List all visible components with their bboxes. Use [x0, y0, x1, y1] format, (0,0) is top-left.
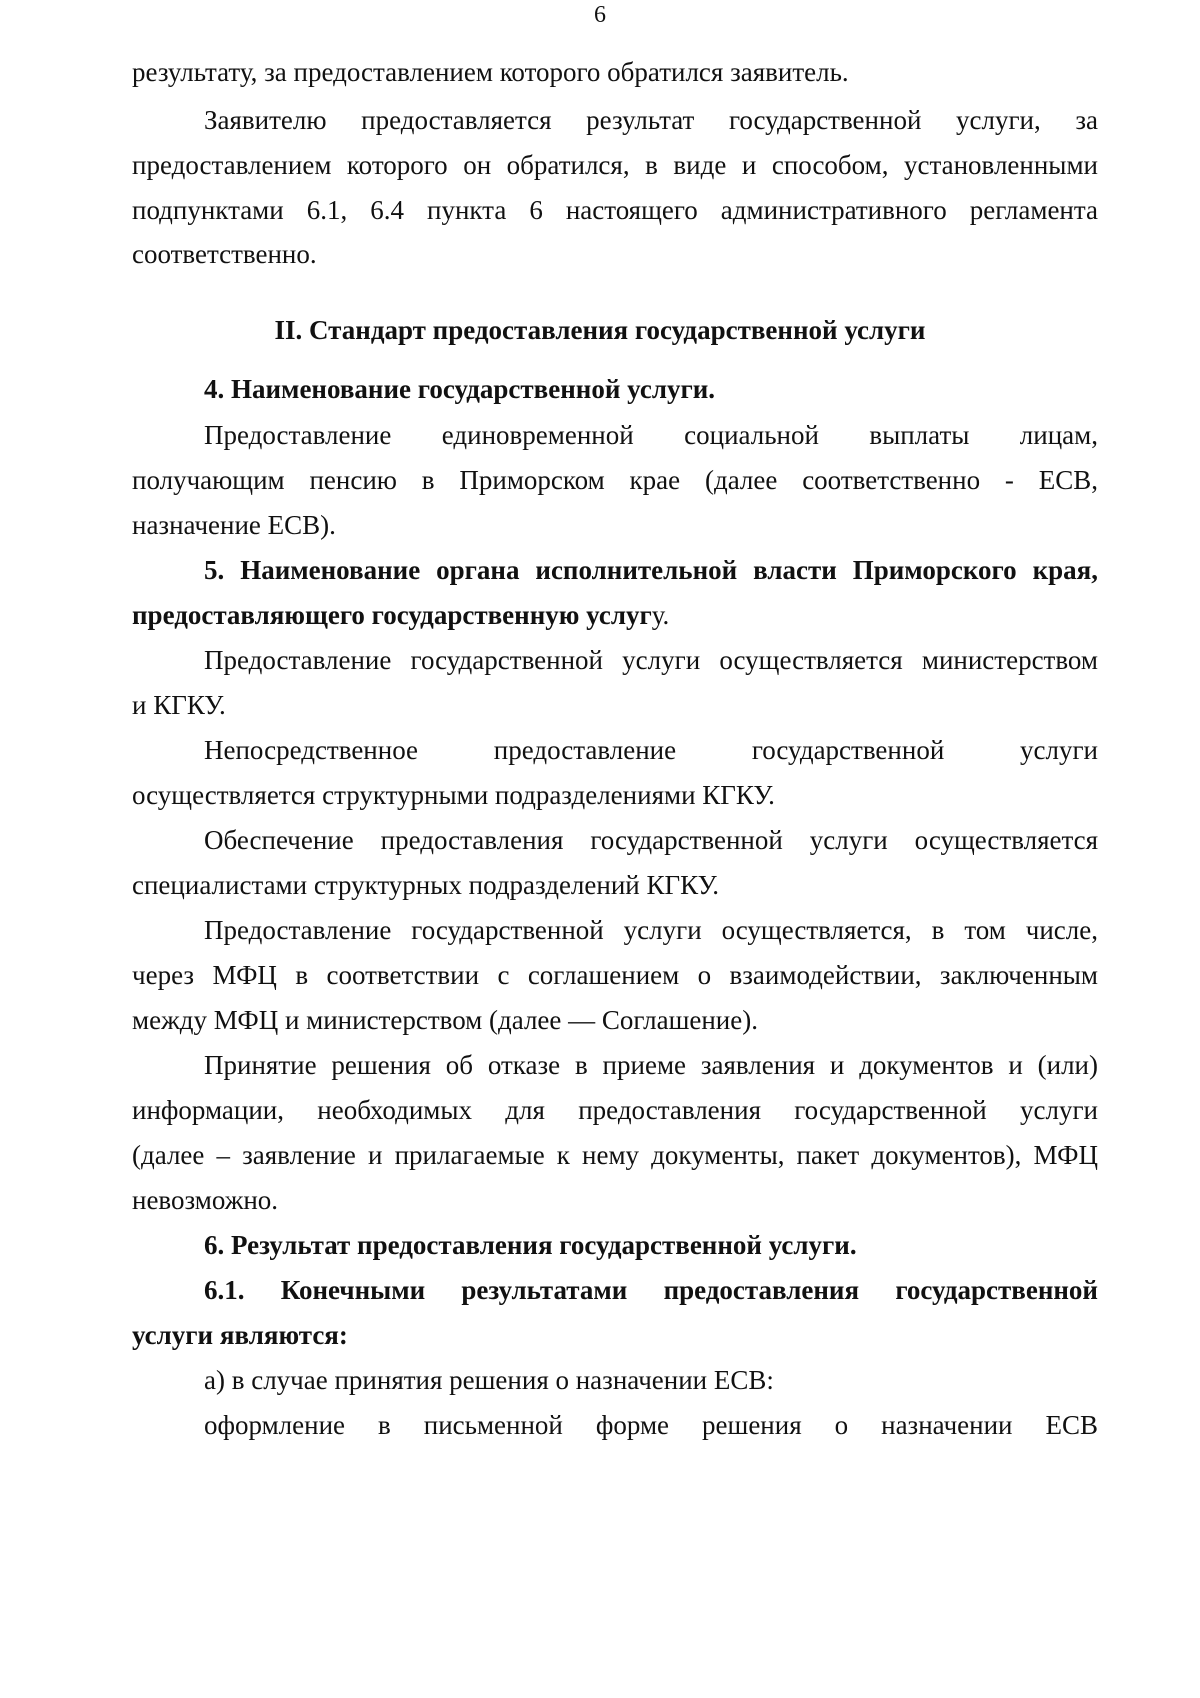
- paragraph-line: Предоставление государственной услуги осуществляется министерством: [204, 645, 1098, 675]
- paragraph-line: (далее – заявление и прилагаемые к нему документы, пакет документов), МФЦ: [132, 1140, 1098, 1170]
- paragraph-line: Предоставление единовременной социальной выплаты лицам,: [204, 420, 1098, 450]
- heading-bold-part: предоставляющего государственную услуг: [132, 600, 652, 630]
- paragraph-line: получающим пенсию в Приморском крае (далее соответственно - ЕСВ,: [132, 465, 1098, 495]
- paragraph-line: Принятие решения об отказе в приеме заявления и документов и (или): [204, 1050, 1098, 1080]
- paragraph-line: Непосредственное предоставление государственной услуги: [204, 735, 1098, 765]
- paragraph-line: Обеспечение предоставления государственной услуги осуществляется: [204, 825, 1098, 855]
- paragraph-line: а) в случае принятия решения о назначении ЕСВ:: [204, 1365, 774, 1395]
- clause-heading-continued: услуги являются:: [132, 1320, 348, 1350]
- paragraph-line: специалистами структурных подразделений КГКУ.: [132, 870, 720, 900]
- paragraph-line: невозможно.: [132, 1185, 279, 1215]
- subsection-heading: 5. Наименование органа исполнительной власти Приморского края,: [204, 555, 1098, 585]
- paragraph-line: Заявителю предоставляется результат государственной услуги, за: [204, 105, 1098, 135]
- paragraph-line: предоставлением которого он обратился, в виде и способом, установленными: [132, 150, 1098, 180]
- paragraph-line: и КГКУ.: [132, 690, 226, 720]
- clause-heading: 6.1. Конечными результатами предоставления государственной: [204, 1275, 1098, 1305]
- paragraph-line: между МФЦ и министерством (далее — Соглашение).: [132, 1005, 758, 1035]
- paragraph-line: соответственно.: [132, 239, 317, 269]
- paragraph-line: подпунктами 6.1, 6.4 пункта 6 настоящего административного регламента: [132, 195, 1098, 225]
- paragraph-line: Предоставление государственной услуги осуществляется, в том числе,: [204, 915, 1098, 945]
- subsection-heading-continued: [132, 595, 1098, 635]
- paragraph-line: результату, за предоставлением которого обратился заявитель.: [132, 57, 849, 87]
- heading-regular-part: у.: [651, 600, 670, 630]
- section-heading: II. Стандарт предоставления государственной услуги: [274, 315, 926, 345]
- paragraph-line: осуществляется структурными подразделениями КГКУ.: [132, 780, 775, 810]
- paragraph-line: оформление в письменной форме решения о назначении ЕСВ: [204, 1410, 1098, 1440]
- subsection-heading: 6. Результат предоставления государственной услуги.: [204, 1230, 857, 1260]
- subsection-heading: 4. Наименование государственной услуги.: [204, 374, 716, 404]
- paragraph-line: назначение ЕСВ).: [132, 510, 336, 540]
- page-number: 6: [594, 2, 606, 28]
- paragraph-line: через МФЦ в соответствии с соглашением о взаимодействии, заключенным: [132, 960, 1098, 990]
- paragraph-line: информации, необходимых для предоставления государственной услуги: [132, 1095, 1098, 1125]
